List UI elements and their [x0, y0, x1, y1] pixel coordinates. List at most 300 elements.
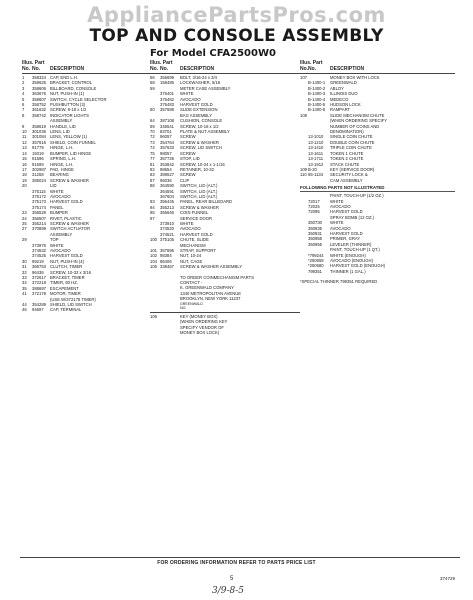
illus-no: 97 [150, 215, 155, 221]
part-no: 354764 [160, 139, 174, 145]
part-description: RETAINER, 10-32 [180, 166, 214, 172]
part-no: 356445 [160, 199, 174, 205]
illus-no: 6 [22, 102, 25, 108]
part-description: CHUTE, SLIDE [180, 237, 209, 243]
part-description: WHITE (ENOUGH) [330, 252, 366, 258]
part-no: 350931 [308, 230, 322, 236]
part-no: B-1400-4 [308, 96, 326, 102]
part-no: 358606 [32, 85, 46, 91]
part-no: 96436 [32, 269, 44, 275]
part-description: NUT, 10-24 [180, 253, 202, 259]
part-description: SPRING, L.H. [50, 156, 77, 162]
part-no: 13-1210 [308, 139, 324, 145]
part-no: 375173 [32, 199, 46, 205]
part-description: NUT, PUSH-IN (1) [50, 91, 84, 97]
header-no: No. [300, 66, 309, 72]
illus-no: 19 [22, 177, 27, 183]
part-description: SCREW, 10-24 x 1-1/16 [180, 161, 225, 167]
part-no: 357895 [160, 248, 174, 253]
greenwald-tag: GREENWALD NO. [180, 301, 204, 310]
illus-no: 94 [150, 204, 155, 210]
part-description: TRIPLE COIN CHUTE [330, 145, 372, 151]
part-description: PAD, HINGE [50, 166, 74, 172]
illus-no: 107 [300, 75, 307, 80]
header-illus: Illus. [150, 60, 162, 66]
part-description: WHITE [50, 242, 64, 248]
part-no: 358742 [32, 112, 46, 118]
part-description: NUT, PUSH-IN (4) [50, 258, 84, 264]
part-description: NUT, CAGE [180, 258, 203, 264]
part-no: 799351 [308, 268, 322, 274]
part-description: PANEL [50, 204, 64, 210]
part-description: GREENWALD [330, 80, 357, 86]
illus-no: 93 [150, 199, 155, 205]
part-description: SCREW [180, 134, 196, 140]
part-description: (USE W/372178 TIMER) [50, 296, 96, 302]
ordering-footer: FOR ORDERING INFORMATION REFER TO PARTS PRICE LIST [157, 560, 316, 566]
part-description: LOCKWASHER, 5/16 [180, 80, 221, 86]
part-description: AVOCADO [50, 193, 71, 199]
part-no: 72025 [308, 203, 320, 209]
part-no: B-1400-5 [308, 102, 326, 108]
part-no: 13-1010 [308, 134, 324, 140]
part-no: 376482 [160, 96, 174, 102]
part-no: 13-1711 [308, 156, 324, 162]
part-description: SCREW & WASHER [180, 204, 219, 210]
part-description: AVOCADO [330, 203, 351, 209]
part-no: *250680 [308, 263, 324, 269]
illus-no: 13 [22, 145, 27, 151]
part-no: 374520 [160, 226, 174, 232]
part-description: SWITCH ACTUATOR [50, 226, 91, 232]
part-no: 350730 [308, 220, 322, 226]
part-no: 358625 [32, 80, 46, 86]
part-description: DENOMINATION) [330, 129, 364, 135]
illus-no: 33 [22, 275, 27, 281]
part-description: HARVEST GOLD [330, 230, 363, 236]
part-description: TOKEN 2 CHUTE [330, 156, 364, 162]
header-description: DESCRIPTION [50, 66, 85, 72]
part-no: 13-1410 [308, 145, 324, 151]
part-description: LENS, LID [50, 129, 70, 135]
illus-no: 58 [150, 80, 155, 86]
illus-no: 20 [22, 183, 27, 189]
part-description: BUMPER, LID HINGE [50, 150, 92, 156]
header-illus: Illus. [22, 60, 34, 66]
part-description: KEY (SERVICE DOOR) [330, 166, 375, 172]
illus-no: 73 [150, 139, 155, 145]
part-no: 388697 [32, 285, 46, 291]
part-description: BRACKET, TIMER [50, 275, 85, 281]
part-description: MOTOR, TIMER [50, 291, 81, 297]
header-no: No. [150, 66, 159, 72]
model-subtitle: For Model CFA2500W0 [150, 48, 276, 59]
part-description: BAG ASSEMBLY [180, 112, 213, 118]
part-row [300, 269, 455, 274]
part-no: 357726 [160, 156, 174, 162]
illus-no: 35 [22, 285, 27, 291]
part-description: HARVEST GOLD [180, 231, 213, 237]
part-no: 356699 [160, 75, 174, 80]
part-description: PLATE & NUT ASSEMBLY [180, 129, 230, 135]
part-description: MEDECO [330, 96, 349, 102]
part-description: WHITE [180, 91, 194, 97]
part-description: SCREW, 10-16 x 1/2 [180, 123, 219, 129]
illus-no: 32 [22, 269, 27, 275]
illus-no: 25 [22, 220, 27, 226]
part-description: PANEL, REAR BILLBOARD [180, 199, 233, 205]
part-description: SWITCH, LID (ALT.) [180, 183, 218, 189]
part-description: CAP, TERMINAL [50, 307, 82, 313]
part-description: PAINT, TOUCH-UP (1/2 OZ.) [330, 193, 384, 199]
part-no: 373976 [32, 242, 46, 248]
part-description: SPRAY BOMB (12 OZ.) [330, 214, 375, 220]
part-no: 357616 [32, 139, 46, 145]
key-parts-list [150, 314, 300, 336]
part-description: RIVET, PLASTIC [50, 215, 82, 221]
part-description: KEY (MONEY BOX) [180, 314, 218, 320]
part-no: 372617 [32, 275, 46, 281]
parts-column-2 [150, 60, 300, 336]
part-description: STRAP, SUPPORT [180, 248, 216, 253]
illus-no: 3 [22, 85, 25, 91]
part-no: 358324 [32, 75, 46, 80]
part-description: ASSEMBLY [50, 118, 73, 124]
part-description: AVOCADO [330, 225, 351, 231]
parts-list [150, 75, 300, 270]
part-no: 357633 [160, 145, 174, 151]
part-no: 358607 [32, 96, 46, 102]
part-no: B-20 [308, 166, 317, 172]
part-no: 358619 [32, 123, 46, 129]
part-description: SCREW, LID SWITCH [180, 145, 222, 151]
part-description: WHITE [180, 220, 194, 226]
part-description: ABLOY [330, 85, 344, 91]
header-rule [300, 73, 455, 74]
part-no: 91596 [32, 156, 44, 162]
illus-no [300, 269, 308, 274]
part-no: 363676 [32, 91, 46, 97]
part-description: COIN FUNNEL [180, 210, 209, 216]
part-description: HARVEST GOLD [50, 199, 83, 205]
header-no: No. [22, 66, 31, 72]
illus-no: 74 [150, 145, 155, 151]
part-no: 83701 [160, 129, 172, 135]
part-no: 375105 [160, 237, 174, 243]
part-no: 96057 [160, 134, 172, 140]
part-description: AVOCADO (ENOUGH) [330, 258, 373, 263]
illus-no: 59 [150, 85, 155, 91]
parts-column-1 [22, 60, 152, 313]
illus-no: 60 [150, 107, 155, 113]
column-header [150, 60, 300, 72]
part-description: WHITE [330, 220, 344, 226]
illus-no: 31 [22, 264, 27, 270]
illus-no: 34 [22, 280, 27, 286]
part-description: PAINT, TOUCH-UP (1 QT.) [330, 247, 380, 253]
part-description: TOP [50, 237, 59, 243]
part-description: BILLBOARD, CONSOLE [50, 85, 97, 91]
part-description: HARVEST GOLD [330, 209, 363, 215]
part-description: SECURITY LOCK & [330, 172, 368, 178]
part-no: 350955 [308, 241, 322, 247]
header-part: Part [162, 60, 173, 66]
part-description: BEARING [50, 172, 69, 178]
illus-no: 87 [150, 177, 155, 183]
part-description: WHITE [330, 198, 344, 204]
illus-no: 17 [22, 166, 27, 172]
illus-no: 75 [150, 150, 155, 156]
illus-no: 104 [150, 258, 157, 264]
footer-rule [20, 557, 460, 558]
part-no: *799244 [308, 252, 324, 258]
part-no: 350935 [308, 225, 322, 231]
header-partno: No. [308, 66, 317, 72]
illus-no: 23 [22, 210, 27, 216]
illus-no: 81 [150, 161, 155, 167]
part-description: BRACKET, CONTROL [50, 80, 93, 86]
parts-column-3 [300, 60, 455, 285]
part-description: MECHANISM [180, 242, 206, 248]
part-description: SCREW, 8-18 x 1/2 [50, 107, 87, 113]
part-description: HARVEST GOLD (ENOUGH) [330, 263, 385, 269]
part-no: B-1400-2 [308, 85, 326, 91]
part-description: SWITCH, LID (ALT.) [180, 188, 218, 194]
illus-no: 46 [22, 307, 27, 313]
illus-no: 105 [150, 264, 157, 270]
part-description: LENS, YELLOW (1) [50, 134, 87, 140]
part-description: HANDLE, LID [50, 123, 76, 129]
illus-no: 5 [22, 96, 25, 102]
part-description: STOP, LID [180, 156, 200, 162]
illus-no: 16 [22, 161, 27, 167]
handwritten-note: 3/9-8-5 [212, 586, 245, 596]
illus-no: 110 [300, 172, 307, 178]
part-no: 353842 [160, 161, 174, 167]
illus-no: 9 [22, 123, 25, 129]
part-no [160, 330, 180, 335]
part-no: 375172 [32, 193, 46, 199]
part-no: 355646 [160, 210, 174, 216]
part-no: 372218 [32, 280, 46, 286]
part-description: PRIMER, GRAY [330, 236, 361, 242]
header-part: Part [312, 60, 323, 66]
illus-no: 12 [22, 139, 27, 145]
illus-no: 64 [150, 118, 155, 124]
illus-no: 29 [22, 237, 27, 243]
part-description: CLUTCH, TIMER [50, 264, 83, 270]
header-rule [22, 73, 152, 74]
part-description: (WHEN ORDERING KEY [180, 319, 228, 325]
illus-no: 14 [22, 150, 27, 156]
part-description: SERVICE DOOR [180, 215, 213, 221]
part-no: 98057 [160, 150, 172, 156]
part-no: 13-1912 [308, 161, 324, 167]
illus-no: 102 [150, 253, 157, 259]
part-description: SCREW [180, 172, 196, 178]
part-description: SLIDE MECHANISM CHUTE [330, 112, 385, 118]
illus-no: 30 [22, 258, 27, 264]
part-no: 65-1134 [308, 172, 324, 178]
part-description: HARVEST GOLD [180, 102, 213, 108]
part-row [150, 264, 300, 269]
part-description: AVOCADO [180, 226, 201, 232]
illus-no: 106 [150, 314, 157, 320]
part-no: 375115 [32, 188, 46, 194]
part-description: CAM ASSEMBLY [330, 177, 363, 183]
part-no: 158485 [160, 80, 174, 86]
part-description: SCREW & WASHER [180, 139, 219, 145]
part-description: MONEY BOX WITH LOCK [330, 75, 380, 80]
special-thinner-note: *SPECIAL THINNER 799351 REQUIRED [300, 279, 378, 285]
part-no: 357688 [160, 107, 174, 113]
part-description: CUSHION, CONSOLE [180, 118, 223, 124]
part-description: WHITE [50, 188, 64, 194]
part-description: SCREW & WASHER ASSEMBLY [180, 264, 243, 270]
header-description: DESCRIPTION [330, 66, 365, 72]
illus-no: 2 [22, 80, 25, 86]
watermark: AppliancePartsPros.com [87, 3, 386, 27]
illus-no: 108 [300, 112, 307, 118]
illus-no: 27 [22, 226, 27, 232]
header-description: DESCRIPTION [180, 66, 215, 72]
part-no: B-1400-1 [308, 80, 326, 86]
part-description: HINGE, L.H. [50, 161, 74, 167]
part-no: 374525 [32, 253, 46, 259]
part-description: SCREW & WASHER [50, 220, 89, 226]
part-no: 356528 [32, 210, 46, 216]
illus-no: 44 [22, 302, 27, 308]
part-description: BOLT, 3/16-24 x 3/4 [180, 75, 217, 80]
part-no: 364590 [160, 183, 174, 189]
part-description: RAMPART [330, 107, 351, 113]
illus-no: 101 [150, 248, 157, 253]
part-no: 356507 [32, 215, 46, 221]
part-no: 31258 [32, 172, 44, 178]
illus-no: 69 [150, 123, 155, 129]
part-no: 94697 [32, 307, 44, 313]
part-description: ASSEMBLY [50, 231, 73, 237]
part-no: 364591 [160, 188, 174, 194]
part-description: AVOCADO [50, 248, 71, 253]
illus-no: 100 [150, 237, 157, 243]
part-no: 91599 [32, 161, 44, 167]
illus-no [300, 178, 308, 183]
part-row [22, 307, 152, 312]
part-no: 99219 [32, 258, 44, 264]
part-description: AVOCADO [180, 96, 201, 102]
part-description: ILLINOIS DUO [330, 91, 358, 97]
illus-no: 24 [22, 215, 27, 221]
part-no: 372178 [32, 291, 46, 297]
coin-mechanism-contact: TO ORDER COINMECHANISM PARTS CONTACT - K. GREENWALD COMPANY 1340 METROPOLITAN AVENUE BROOKLYN, NEW YORK 11237 [180, 274, 254, 302]
part-description: SWITCH, LID (ALT.) [180, 193, 218, 199]
illus-no: 8 [22, 112, 25, 118]
part-no: B-1400-6 [308, 107, 326, 113]
part-no: B-1400-3 [308, 91, 326, 97]
part-no: 385024 [32, 177, 46, 183]
part-no: 376483 [160, 102, 174, 108]
illus-no: 109 [300, 166, 307, 172]
illus-no: 95 [150, 210, 155, 216]
part-no: 389527 [160, 172, 174, 178]
part-description: METER CASE ASSEMBLY [180, 85, 231, 91]
not-illustrated-header: FOLLOWING PARTS NOT ILLUSTRATED [300, 185, 455, 192]
form-number: 374729 [440, 576, 456, 581]
part-no: 91779 [32, 145, 44, 151]
section-rule [150, 312, 300, 313]
part-row [150, 330, 300, 335]
part-description: SCREW, 10-32 x 3/16 [50, 269, 91, 275]
part-description: STACK CHUTE [330, 161, 360, 167]
part-description: SPECIFY VENDOR OF [180, 324, 224, 330]
illus-no: 88 [150, 183, 155, 189]
illus-no: 83 [150, 172, 155, 178]
part-description: SHIELD, COIN FUNNEL [50, 139, 96, 145]
part-description: CAP, END L.H. [50, 75, 79, 80]
illus-no: 4 [22, 91, 25, 97]
part-no: 354289 [32, 302, 46, 308]
page-title: TOP AND CONSOLE ASSEMBLY [89, 26, 384, 46]
part-description: TIMER, 60 HZ. [50, 280, 78, 286]
illus-no: 7 [22, 107, 25, 113]
part-description: THINNER (1 GAL.) [330, 268, 366, 274]
illus-no: 15 [22, 156, 27, 162]
illus-no: 11 [22, 134, 27, 140]
column-header [22, 60, 152, 72]
part-no: 376401 [160, 91, 174, 97]
part-description: INDICATOR LIGHTS [50, 112, 89, 118]
illus-no [150, 330, 160, 335]
parts-list [300, 75, 455, 183]
illus-no: 10 [22, 129, 27, 135]
part-description: SCREW & WASHER [50, 177, 89, 183]
part-no: 345541 [160, 123, 174, 129]
part-no: 301084 [32, 134, 46, 140]
part-description: MONEY BOX LOCK) [180, 330, 220, 336]
part-description: NUMBER OF COINS AND [330, 123, 380, 129]
part-no: 96036 [160, 177, 172, 183]
part-row [300, 178, 455, 183]
part-no: 13-1611 [308, 150, 324, 156]
part-description: SINGLE COIN CHUTE [330, 134, 373, 140]
illus-no: 77 [150, 156, 155, 162]
page-number: 5 [230, 576, 234, 582]
column-header [300, 60, 455, 72]
illus-no: 70 [150, 129, 155, 135]
parts-list [22, 75, 152, 313]
header-illus: Illus. [300, 60, 312, 66]
illus-no: 41 [22, 291, 27, 297]
part-no: 374532 [32, 248, 46, 253]
illus-no: 56 [150, 75, 155, 80]
part-no: 355213 [160, 204, 174, 210]
header-partno: No. [32, 66, 41, 72]
part-description: LEVELER (THINNER) [330, 241, 372, 247]
illus-no: 18 [22, 172, 27, 178]
part-no: 355214 [32, 220, 46, 226]
illus-no: 72 [150, 134, 155, 140]
part-description: TOKEN 1 CHUTE [330, 150, 364, 156]
part-description: HUDSON LOCK [330, 102, 361, 108]
part-description: SCREW [180, 150, 196, 156]
part-no: 98384 [160, 253, 172, 259]
part-description: DOUBLE COIN CHUTE [330, 139, 375, 145]
illus-no: 1 [22, 75, 25, 80]
illus-no: 82 [150, 166, 155, 172]
part-no: 366753 [32, 264, 46, 270]
part-no: 72095 [308, 209, 320, 215]
